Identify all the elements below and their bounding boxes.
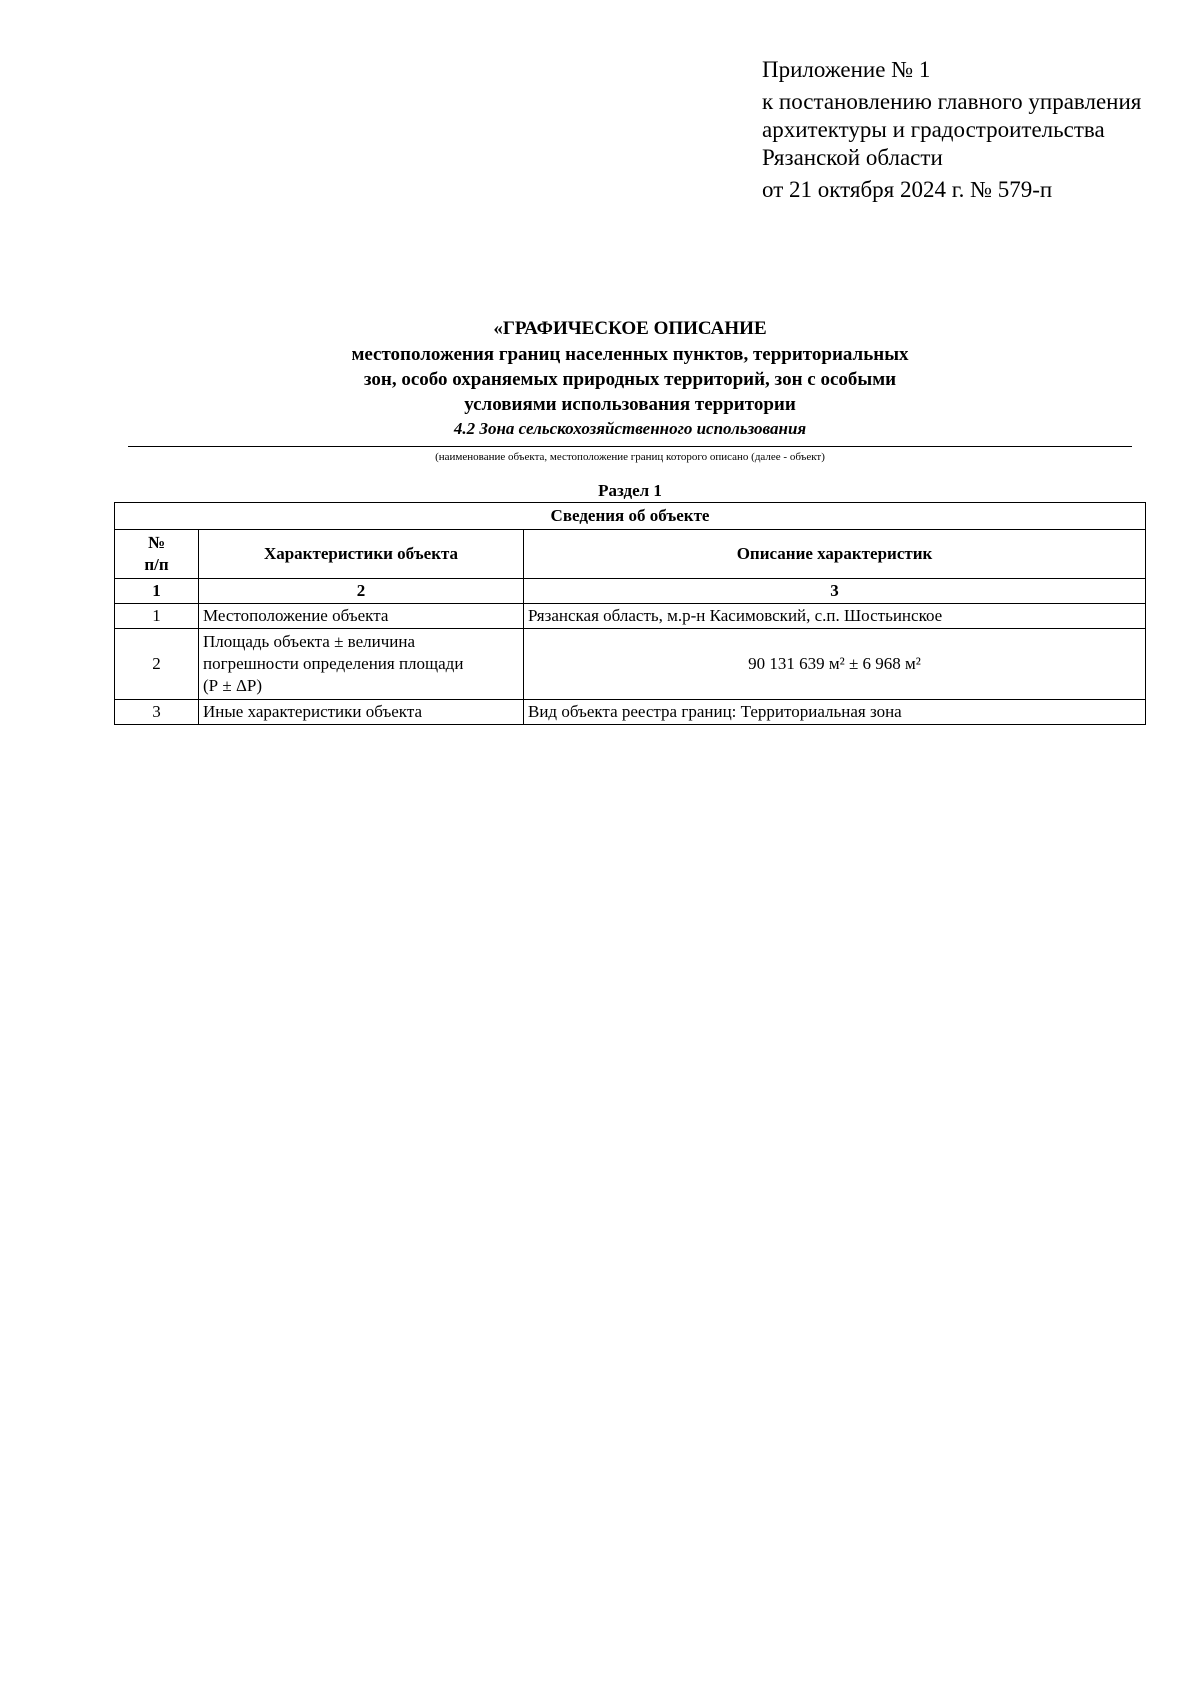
title-line-3: зон, особо охраняемых природных территорий, зон с особыми [363,369,897,390]
row-characteristic [199,629,524,700]
object-info-table [114,502,1146,725]
table-header-row [115,530,1146,579]
appendix-authority-line: архитектуры и градостроительства [762,117,1105,142]
row-characteristic: Иные характеристики объекта [199,700,524,725]
header-characteristics: Характеристики объекта [199,530,524,579]
row-description: Рязанская область, м.р-н Касимовский, с.п. Шостьинское [524,604,1146,629]
table-caption-row [115,503,1146,530]
row-number: 1 [115,604,199,629]
appendix-decree-line: к постановлению главного управления [762,89,1142,114]
table-index-row [115,579,1146,604]
title-line-2: местоположения границ населенных пунктов, территориальных [351,344,909,365]
appendix-date-line: от 21 октября 2024 г. № 579-п [762,177,1053,202]
row-characteristic-line: (Р ± ΔР) [203,676,262,695]
title-line-4: условиями использования территории [464,394,796,415]
header-number-symbol: № [147,533,166,552]
header-number [115,530,199,579]
row-number: 3 [115,700,199,725]
table-row [115,700,1146,725]
object-name: 4.2 Зона сельскохозяйственного использования [453,419,807,438]
section-label: Раздел 1 [598,481,662,500]
title-line-1: «ГРАФИЧЕСКОЕ ОПИСАНИЕ [493,318,767,339]
row-characteristic-line: погрешности определения площади [203,654,464,673]
table-caption: Сведения об объекте [115,503,1146,530]
row-description: Вид объекта реестра границ: Территориальная зона [524,700,1146,725]
header-description: Описание характеристик [524,530,1146,579]
object-name-caption: (наименование объекта, местоположение границ которого описано (далее - объект) [435,451,825,463]
appendix-number: Приложение № 1 [762,57,931,82]
object-name-underline [128,446,1132,447]
row-characteristic: Местоположение объекта [199,604,524,629]
row-number: 2 [115,629,199,700]
appendix-region-line: Рязанской области [762,145,943,170]
table-row [115,629,1146,700]
appendix-header [762,56,1182,204]
index-cell: 1 [115,579,199,604]
row-description: 90 131 639 м² ± 6 968 м² [524,629,1146,700]
index-cell: 2 [199,579,524,604]
index-cell: 3 [524,579,1146,604]
table-row [115,604,1146,629]
row-characteristic-line: Площадь объекта ± величина [203,632,416,651]
header-number-abbr: п/п [144,555,169,574]
